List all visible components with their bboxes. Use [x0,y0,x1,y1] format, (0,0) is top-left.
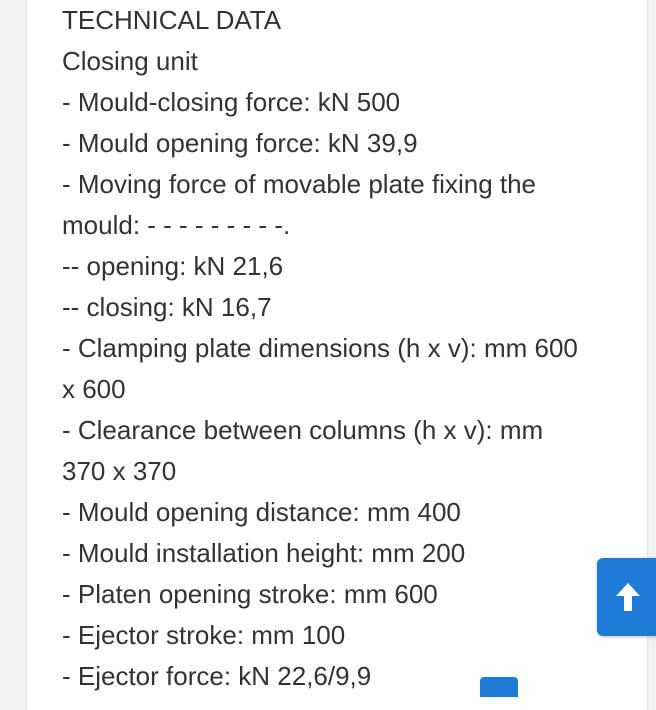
spec-line: - Ejector stroke: mm 100 [62,620,346,650]
technical-data-section [62,0,618,697]
floating-button-partial[interactable] [480,677,518,697]
spec-line: - Mould-closing force: kN 500 [62,87,401,117]
spec-line: - Mould opening force: kN 39,9 [62,128,418,158]
spec-line: -- opening: kN 21,6 [62,251,284,281]
spec-line: - Mould opening distance: mm 400 [62,497,461,527]
spec-line: - Ejector force: kN 22,6/9,9 [62,661,372,691]
spec-line: 370 x 370 [62,456,177,486]
section-heading: TECHNICAL DATA [62,5,282,35]
scroll-to-top-button[interactable] [597,558,656,636]
spec-line: x 600 [62,374,126,404]
spec-line: - Mould installation height: mm 200 [62,538,466,568]
arrow-up-icon [613,580,643,614]
spec-line: -- closing: kN 16,7 [62,292,272,322]
spec-line: - Clearance between columns (h x v): mm [62,415,544,445]
spec-line: - Platen opening stroke: mm 600 [62,579,438,609]
section-subheading: Closing unit [62,46,198,76]
spec-line: - Clamping plate dimensions (h x v): mm 600 [62,333,578,363]
spec-line: - Moving force of movable plate fixing the [62,169,537,199]
spec-line: mould: - - - - - - - - -. [62,210,291,240]
